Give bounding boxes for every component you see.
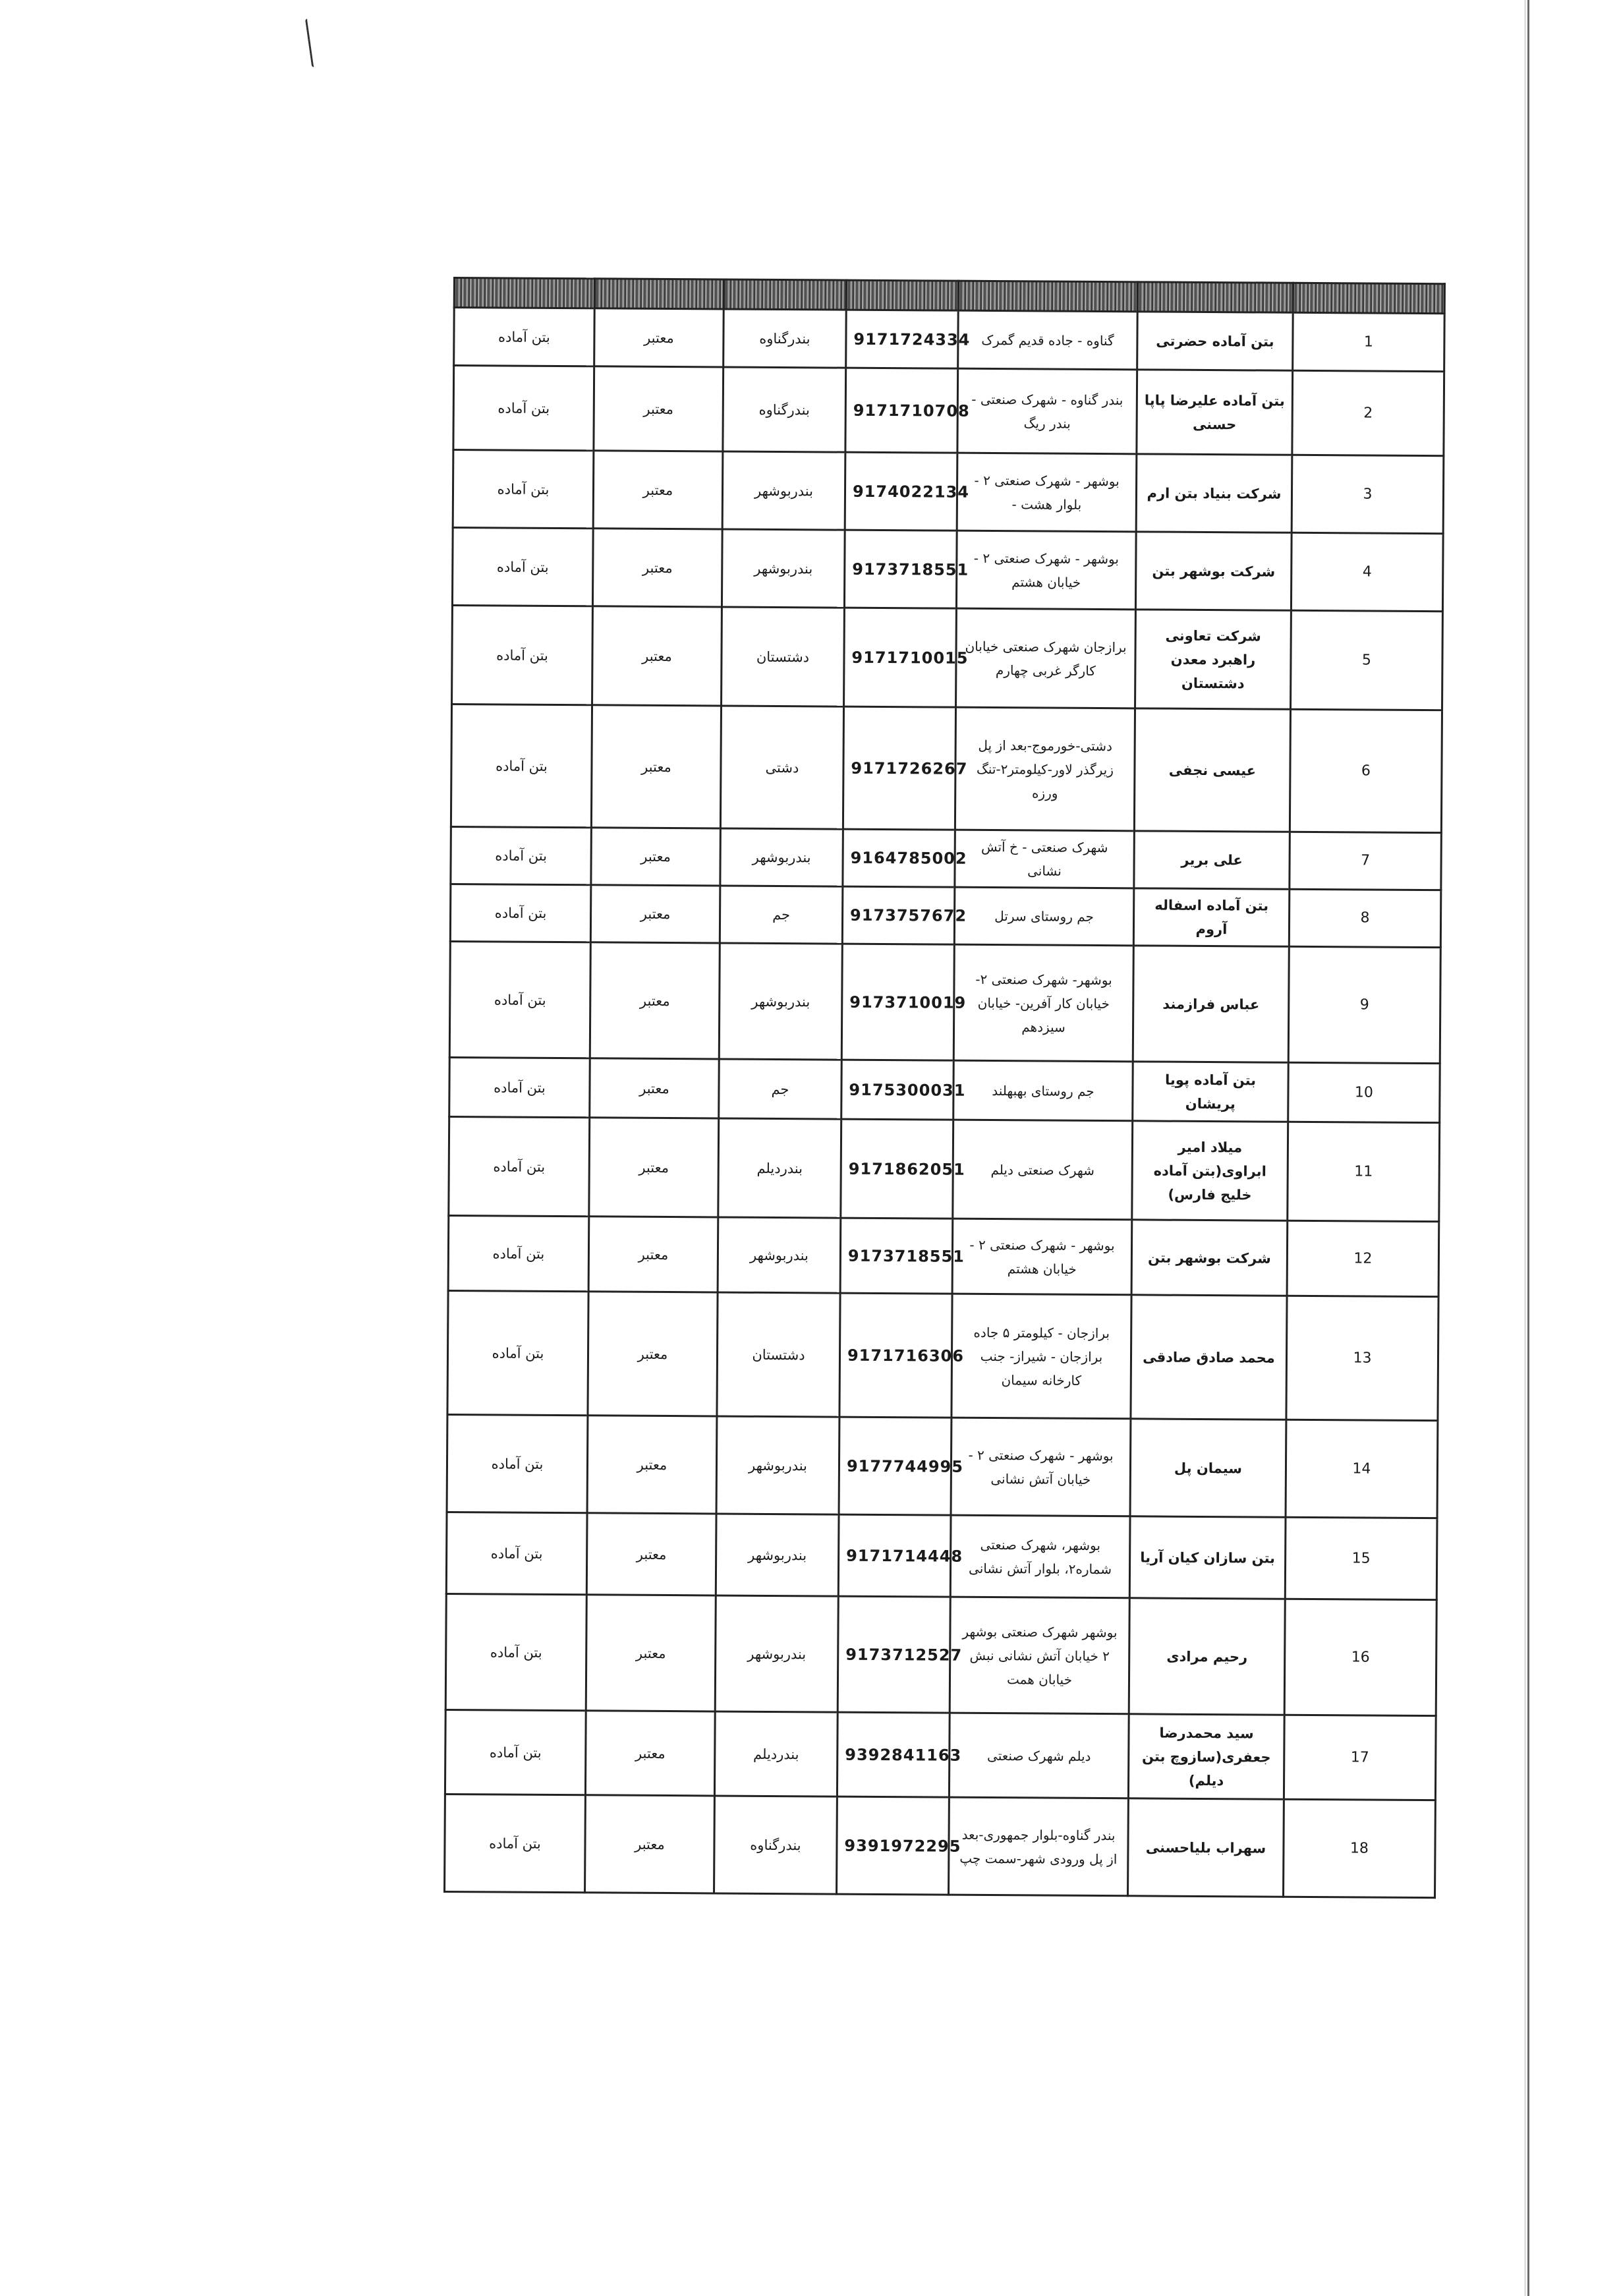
row-number-cell: 12: [1287, 1220, 1439, 1296]
address-cell: بندر گناوه-بلوار جمهوری-بعد از پل ورودی شهر-سمت چپ: [949, 1797, 1129, 1896]
table-row: [453, 450, 1444, 534]
address-cell: دشتی-خورموج-بعد از پل زیرگذر لاور-کیلومتر۲-تنگ ورزه: [955, 707, 1135, 831]
company-name-cell: بتن آماده پویا پریشان: [1133, 1062, 1289, 1122]
phone-number-cell: 9173712527: [838, 1596, 950, 1713]
status-cell: معتبر: [591, 828, 721, 886]
table-row: [445, 1794, 1436, 1897]
status-cell: معتبر: [589, 1118, 719, 1217]
activity-type-cell: بتن آماده: [445, 1794, 586, 1892]
city-cell: بندربوشهر: [719, 943, 842, 1060]
activity-type-cell: بتن آماده: [453, 366, 594, 451]
table-row: [449, 1116, 1440, 1221]
header-phone: [846, 280, 958, 310]
address-cell: برازجان - کیلومتر ۵ جاده برازجان - شیراز- جنب کارخانه سیمان: [952, 1294, 1131, 1419]
company-name-cell: بتن آماده علیرضا پاپا حسنی: [1137, 370, 1293, 455]
row-number-cell: 5: [1291, 610, 1443, 710]
table-row: [446, 1512, 1437, 1599]
row-number-cell: 9: [1288, 946, 1440, 1063]
header-city: [724, 279, 846, 310]
activity-type-cell: بتن آماده: [451, 704, 592, 827]
status-cell: معتبر: [594, 366, 724, 451]
address-cell: بوشهر - شهرک صنعتی ۲ - خیابان هشتم: [952, 1219, 1132, 1295]
status-cell: معتبر: [587, 1416, 717, 1514]
row-number-cell: 2: [1292, 370, 1444, 455]
row-number-cell: 17: [1284, 1715, 1436, 1800]
city-cell: بندردیلم: [714, 1711, 838, 1796]
address-cell: بوشهر، شهرک صنعتی شماره۲، بلوار آتش نشانی: [950, 1515, 1130, 1598]
activity-type-cell: بتن آماده: [451, 826, 592, 884]
status-cell: معتبر: [585, 1711, 715, 1796]
company-name-cell: علی بریر: [1134, 831, 1290, 889]
status-cell: معتبر: [586, 1513, 716, 1595]
city-cell: بندرگناوه: [714, 1796, 838, 1894]
company-name-cell: محمد صادق صادقی: [1131, 1295, 1287, 1420]
company-name-cell: شرکت بوشهر بتن: [1131, 1220, 1288, 1296]
city-cell: بندربوشهر: [716, 1514, 839, 1596]
row-number-cell: 1: [1293, 312, 1445, 371]
activity-type-cell: بتن آماده: [445, 1593, 586, 1710]
row-number-cell: 7: [1290, 832, 1442, 890]
row-number-cell: 11: [1288, 1122, 1440, 1221]
company-name-cell: سهراب بلیاحسنی: [1128, 1798, 1284, 1897]
header-no: [1293, 283, 1444, 313]
activity-type-cell: بتن آماده: [452, 528, 593, 606]
city-cell: دشتستان: [722, 607, 845, 706]
table-row: [452, 528, 1443, 612]
row-number-cell: 15: [1285, 1517, 1437, 1599]
activity-type-cell: بتن آماده: [450, 884, 591, 942]
city-cell: بندرگناوه: [723, 367, 846, 452]
status-cell: معتبر: [594, 308, 724, 367]
table-row: [445, 1593, 1436, 1715]
scan-edge-line: [1527, 0, 1529, 2296]
phone-number-cell: 9392841163: [837, 1712, 950, 1797]
city-cell: بندربوشهر: [722, 529, 845, 608]
activity-type-cell: بتن آماده: [452, 605, 593, 704]
company-name-cell: بتن سازان کیان آریا: [1129, 1516, 1286, 1599]
header-name: [1137, 282, 1293, 312]
table-row: [449, 1057, 1440, 1122]
company-name-cell: عباس فرازمند: [1133, 946, 1289, 1062]
row-number-cell: 3: [1292, 455, 1444, 533]
company-name-cell: عیسی نجفی: [1134, 708, 1290, 832]
company-name-cell: شرکت بوشهر بتن: [1135, 532, 1292, 610]
company-name-cell: شرکت تعاونی راهبرد معدن دشتستان: [1135, 610, 1292, 709]
company-name-cell: رحیم مرادی: [1129, 1598, 1285, 1715]
table-body: [445, 308, 1445, 1898]
status-cell: معتبر: [593, 451, 723, 529]
table-row: [447, 1290, 1438, 1420]
row-number-cell: 18: [1284, 1799, 1436, 1897]
activity-type-cell: بتن آماده: [445, 1709, 586, 1794]
address-cell: دیلم شهرک صنعتی: [949, 1713, 1129, 1798]
table-row: [448, 1215, 1439, 1296]
status-cell: معتبر: [590, 885, 720, 943]
activity-type-cell: بتن آماده: [449, 941, 590, 1058]
phone-number-cell: 9171710015: [844, 608, 957, 707]
phone-number-cell: 9173718551: [840, 1218, 953, 1294]
table-row: [451, 704, 1442, 832]
address-cell: بوشهر- شهرک صنعتی ۲- خیابان کار آفرین- خیابان سیزدهم: [953, 944, 1133, 1062]
city-cell: بندردیلم: [718, 1118, 841, 1218]
table-row: [450, 884, 1441, 947]
phone-number-cell: 9173710019: [841, 944, 954, 1060]
city-cell: جم: [719, 1059, 842, 1119]
status-cell: معتبر: [588, 1217, 718, 1292]
city-cell: بندربوشهر: [718, 1217, 841, 1293]
activity-type-cell: بتن آماده: [453, 450, 594, 529]
phone-number-cell: 9173757672: [842, 886, 955, 944]
address-cell: بندر گناوه - شهرک صنعتی - بندر ریگ: [957, 368, 1137, 454]
activity-type-cell: بتن آماده: [447, 1414, 588, 1512]
activity-type-cell: بتن آماده: [448, 1215, 589, 1291]
row-number-cell: 6: [1290, 709, 1442, 832]
city-cell: بندربوشهر: [716, 1416, 839, 1514]
header-status: [594, 279, 724, 309]
company-name-cell: بتن آماده اسفاله آروم: [1133, 888, 1290, 946]
phone-number-cell: 9164785002: [843, 829, 955, 887]
city-cell: دشتی: [720, 706, 843, 829]
company-name-cell: شرکت بنیاد بتن ارم: [1136, 454, 1292, 532]
company-name-cell: سید محمدرضا جعفری(سازوچ بتن دیلم): [1128, 1714, 1284, 1799]
header-address: [958, 281, 1137, 312]
phone-number-cell: 9171714448: [838, 1514, 951, 1597]
contractor-table: [443, 277, 1446, 1899]
row-number-cell: 16: [1284, 1599, 1436, 1715]
status-cell: معتبر: [585, 1795, 715, 1893]
table-row: [449, 941, 1440, 1063]
address-cell: بوشهر شهرک صنعتی بوشهر ۲ خیابان آتش نشانی نبش خیابان همت: [950, 1597, 1129, 1714]
company-name-cell: سیمان پل: [1130, 1419, 1286, 1517]
activity-type-cell: بتن آماده: [447, 1290, 588, 1415]
address-cell: بوشهر - شهرک صنعتی ۲ - خیابان هشتم: [956, 531, 1136, 610]
address-cell: برازجان شهرک صنعتی خیابان کارگر غربی چهارم: [956, 608, 1136, 708]
company-name-cell: میلاد امیر ابراوی(بتن آماده خلیج فارس): [1132, 1121, 1288, 1220]
phone-number-cell: 9177744995: [839, 1417, 952, 1515]
status-cell: معتبر: [586, 1595, 716, 1711]
address-cell: شهرک صنعتی - خ آتش نشانی: [955, 830, 1135, 888]
city-cell: بندربوشهر: [722, 451, 845, 530]
company-name-cell: بتن آماده حضرتی: [1137, 312, 1293, 370]
phone-number-cell: 9171862051: [841, 1119, 953, 1219]
pen-mark: [305, 18, 316, 67]
phone-number-cell: 9171726267: [843, 706, 955, 830]
activity-type-cell: بتن آماده: [449, 1057, 590, 1117]
row-number-cell: 4: [1291, 532, 1443, 611]
table-row: [453, 366, 1444, 456]
status-cell: معتبر: [592, 606, 722, 706]
phone-number-cell: 9391972295: [837, 1796, 950, 1895]
status-cell: معتبر: [592, 529, 722, 607]
address-cell: بوشهر - شهرک صنعتی ۲ - بلوار هشت -: [957, 453, 1137, 532]
activity-type-cell: بتن آماده: [446, 1512, 587, 1594]
city-cell: جم: [720, 886, 843, 944]
table-row: [451, 826, 1442, 890]
status-cell: معتبر: [591, 705, 721, 828]
row-number-cell: 14: [1286, 1420, 1438, 1518]
phone-number-cell: 9171716306: [839, 1293, 952, 1418]
table-row: [452, 605, 1443, 710]
address-cell: جم روستای بهبهلند: [953, 1060, 1133, 1121]
city-cell: دشتستان: [717, 1292, 840, 1417]
address-cell: گناوه - جاده قدیم گمرک: [958, 310, 1138, 370]
phone-number-cell: 9171724334: [846, 310, 959, 368]
phone-number-cell: 9174022134: [845, 452, 957, 531]
city-cell: بندربوشهر: [715, 1595, 838, 1712]
row-number-cell: 8: [1289, 889, 1441, 947]
city-cell: بندرگناوه: [724, 309, 847, 368]
phone-number-cell: 9175300031: [841, 1060, 954, 1120]
table-row: [454, 308, 1445, 372]
contractor-table-wrapper: [443, 277, 1444, 1899]
city-cell: بندربوشهر: [720, 828, 843, 886]
status-cell: معتبر: [590, 1058, 720, 1118]
address-cell: بوشهر - شهرک صنعتی ۲ - خیابان آتش نشانی: [951, 1418, 1131, 1516]
phone-number-cell: 9173718551: [844, 530, 957, 608]
address-cell: شهرک صنعتی دیلم: [953, 1120, 1133, 1220]
row-number-cell: 10: [1288, 1062, 1440, 1122]
status-cell: معتبر: [588, 1292, 718, 1416]
table-row: [445, 1709, 1436, 1800]
address-cell: جم روستای سرتل: [954, 887, 1134, 946]
phone-number-cell: 9171710708: [845, 368, 958, 453]
table-row: [447, 1414, 1438, 1518]
activity-type-cell: بتن آماده: [449, 1116, 590, 1216]
header-activity: [454, 278, 594, 308]
activity-type-cell: بتن آماده: [454, 308, 595, 366]
row-number-cell: 13: [1286, 1296, 1438, 1420]
status-cell: معتبر: [590, 942, 720, 1059]
